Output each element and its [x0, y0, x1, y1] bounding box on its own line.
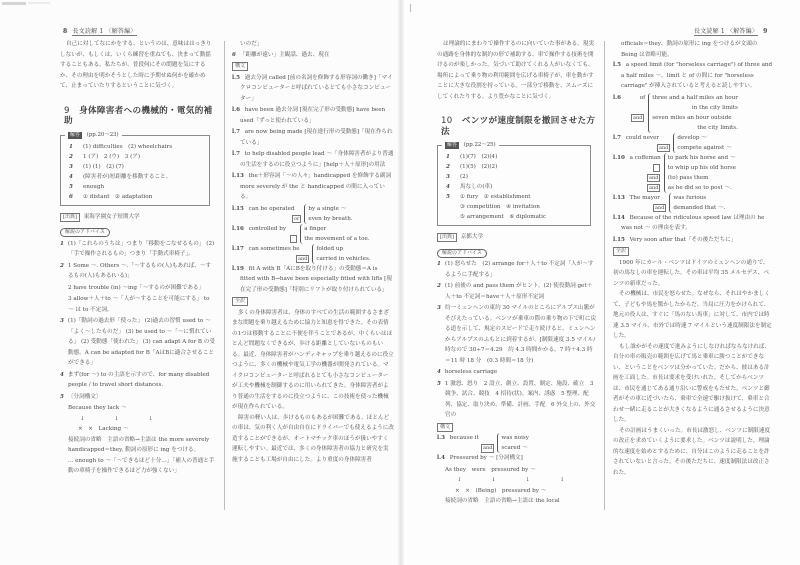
item-text: Pressured by 〜 [分詞構文] — [449, 455, 523, 461]
answer-text: (1) difficulties (2) wheelchairs — [83, 143, 173, 150]
example-note: 接続詞の省略 主語の省略→主語は the local — [445, 498, 560, 504]
brace-construction — [437, 433, 597, 453]
translation-label: 全訳 — [232, 297, 248, 306]
line-ref: l.19 — [232, 265, 244, 272]
column-divider — [224, 41, 225, 510]
item-number: 5 — [60, 393, 64, 400]
brace-option: a finger — [304, 225, 327, 232]
line-ref: l.7 — [232, 129, 240, 135]
intro-paragraph: は理論的にまわりで操作するのに向いていた事がある。現実の通路を身体的な制約の形で補助する、車で操作する技術を開けるのが楽しかった。気づいて助けてくれる人がいなくても、場所によって乗り物の利用範囲を広げる車椅子が、車を動かすことに大きな役割を持っている。一部分で移動を、スムーズにしてくれたりする。より豊かなことに気づく。 — [437, 41, 595, 100]
explanation-item — [437, 281, 597, 302]
translation-header — [613, 246, 773, 257]
translation-paragraph: 障害の軽い人は、歩けるものもあるが困難である。ほとんどの車は、気の利く人が自由自在にドライバーでも使えるように改造することができるが、オートマチック車のほうが扱いやすく運転しやすい。最近では、多くの身体障害者の協力と研究を実施することも工場が自由にした。より重度の身体障害者 — [232, 414, 394, 463]
brace-rhs — [648, 93, 738, 133]
brace-lhs-text: because it — [449, 435, 479, 441]
answer-row — [446, 202, 584, 212]
answer-row — [446, 212, 584, 222]
line-ref: l.10 — [613, 154, 625, 161]
line-ref: l.6 — [613, 94, 621, 101]
answer-number: 2 — [69, 153, 73, 160]
brace-rhs — [669, 193, 725, 213]
brace-option: in the city limits — [691, 104, 738, 111]
item-number: 6 — [232, 51, 236, 58]
scan-artifact — [2, 2, 26, 5]
line-ref: l.13 — [232, 173, 244, 179]
answer-box-header — [65, 131, 122, 140]
construction-item — [232, 264, 394, 296]
brace-option: (to) pass them — [667, 174, 709, 181]
brace-lhs-text: can sometimes be — [248, 245, 300, 252]
example-line: × × Lacking 〜 — [78, 426, 129, 432]
item-text: 約一ミュンヘンの東約 30 マイルのところにアルプス山脈がそびえたっている。ベンツが乗車の際の乗り物の下で町に戻る道を示して、規定のスピードで走り続けると、ミュンヘンからアルプスのふもとに到着するが、[制限速度 3.5 マイル/時なので 30÷7＝4.29 約 4.3 時間かかる。7 時＋4.3 時＝11 時 18 分 (0.3 時間＝18 分) — [444, 305, 597, 364]
brace-lhs — [613, 133, 673, 153]
source-line — [437, 232, 597, 243]
answer-row — [446, 162, 584, 172]
answer-text: 1 (ア) 2 (ウ) 3 (ア) — [83, 153, 141, 160]
line-ref: l.4 — [437, 455, 445, 461]
line-ref: l.5 — [613, 62, 621, 68]
brace-option: the city limits. — [697, 124, 738, 131]
answer-text: (2) — [460, 174, 468, 180]
brace-option: the movement of a toe. — [304, 235, 370, 242]
continued-text: いのだ」 — [240, 41, 263, 47]
answer-row — [446, 182, 584, 192]
conjunction-box — [653, 164, 660, 173]
line-ref: l.16 — [232, 225, 244, 232]
brace-option: carried in vehicles. — [316, 255, 371, 262]
brace-construction — [613, 193, 773, 213]
answer-row — [446, 172, 584, 182]
construction-item — [613, 235, 773, 246]
line-ref: l.5 — [232, 74, 240, 81]
translation-header — [232, 296, 394, 307]
page-range: (pp.22〜25) — [463, 142, 496, 148]
item-number: 1 — [60, 240, 64, 247]
answer-row — [69, 152, 203, 162]
brace-option: scared 〜 — [501, 445, 528, 451]
brace-option: to park his horse and 〜 — [667, 154, 736, 161]
conjunction-box: and — [483, 445, 493, 451]
answer-box — [437, 142, 591, 226]
brace-lhs — [613, 153, 664, 193]
source-text: 京都大学 — [460, 234, 484, 240]
answer-row — [69, 192, 203, 202]
section-number: 10 — [441, 116, 453, 126]
conjunction-box: and — [655, 204, 665, 211]
answer-text: ⑤ arrangement ⑥ diplomatic — [460, 214, 547, 220]
answer-row — [69, 142, 203, 152]
answer-text: ③ competition ④ invitation — [460, 204, 540, 210]
line-ref: l.15 — [232, 205, 244, 212]
left-running-head — [60, 26, 137, 35]
answer-number: 5 — [446, 194, 450, 200]
brace-lhs-text: a coffeman — [629, 154, 661, 161]
construction-item — [232, 171, 394, 203]
translation-paragraph: もし誰かがその速度で進みようにしなければならなければ、自分の車の販売の範囲を広げて馬と乗車に勝つことができない、ということをベンツは分かっていた。だから、彼はある計画を工面した。市長は要求を受けいれた。そしてからベンツは、市民を通じてある通り沿いに警戒をもたせた。ベンツと御者がその車に近づいたら、乗車で全速で駆け抜けて、乗車と合わせ一緒に走ることが大きくなるように通るさせるように決意した。 — [613, 343, 771, 423]
conjunction-box: and — [659, 144, 669, 151]
example-line: × × (Being) pressured by 〜 — [455, 487, 547, 494]
brace-option: as he did so to post 〜. — [667, 184, 732, 191]
scan-artifact — [28, 2, 50, 4]
right-column-2 — [613, 39, 773, 478]
brace-rhs — [497, 433, 529, 453]
construction-header — [232, 61, 394, 72]
right-running-title: 長文読解 1 〈解答編〉 — [694, 28, 759, 35]
example-line: Because they lack 〜 — [68, 405, 127, 411]
source-line — [60, 212, 216, 223]
explanation-header — [60, 227, 216, 238]
participle-example — [437, 465, 597, 507]
brace-lhs-text: can be operated — [248, 205, 295, 212]
translation-paragraph: その機械は、市民を怒らせた。なぜなら、それはやかましくて、子どもや馬を驚かしたからだ。当局に圧力をかけられて、地元の役人は、すぐに「馬のない馬車」に対して、市内では時速 3.5 マイル、市外では時速 7 マイルという速度制限法を制定した。 — [613, 291, 772, 339]
example-note: ... enough to 〜「〜できるほど十分…」「補人の普通と手動の車椅子を操作できるほど力が強くない」 — [68, 457, 215, 474]
answer-number: 1 — [69, 143, 73, 150]
brace-option: even by breath. — [308, 215, 353, 222]
item-text: 3 allow＋人＋to 〜「人が〜することを可能にする」 to 〜 は to 不定詞。 — [68, 296, 210, 313]
construction-label: 構文 — [232, 62, 248, 71]
explanation-item — [232, 50, 394, 61]
explanation-item — [437, 379, 597, 421]
answer-text: (1) (1) (2) (7) — [83, 163, 124, 170]
brace-lhs — [232, 244, 312, 264]
explanation-item — [60, 261, 216, 282]
item-text: (1)「これらのうちは」つまり「移動をこなせるもの」 (2)「手で操作されるもの」つまり「手動式車椅子」。 — [67, 240, 215, 257]
explanation-item — [60, 316, 216, 369]
answer-text: (1)(7) (2)(4) — [460, 154, 498, 160]
source-label: [出典] — [437, 233, 457, 242]
item-text: are now being made [現在進行形の受動態]「現在作られている」 — [240, 129, 393, 146]
answer-number: 2 — [446, 164, 450, 170]
item-text: 〔分詞構文〕 — [67, 393, 102, 400]
brace-lhs — [613, 193, 669, 213]
continued-text: officials＝they、動詞の原形に ing をつけるが文頭の Being は省略可能。 — [621, 41, 758, 58]
item-text: (1) 怒らせた (2) arrange for＋人＋to 不定詞「人が〜するように手配する」 — [444, 261, 594, 278]
construction-header — [437, 422, 597, 433]
brace-construction — [232, 224, 394, 244]
answer-number: 4 — [69, 173, 73, 180]
page-range: (pp.20〜23) — [86, 131, 119, 138]
section-heading — [441, 116, 597, 137]
explanation-item — [60, 392, 216, 403]
section-number: 9 — [64, 105, 70, 116]
item-text: 2 have trouble (in) 〜ing「〜するのが困難である」 — [68, 284, 205, 291]
construction-item — [613, 60, 773, 92]
construction-item — [232, 149, 394, 170]
answer-text: (障害者が)短距離を移動すること。 — [83, 173, 172, 180]
answer-text: (1)(5) (2)(2) — [460, 164, 498, 170]
translation-paragraph: その計画はうまくいった。市長は激怒し、ベンツに制限速度の改正を求めていくように要求した。ベンツは説明した。理論的な速度を始めとするために、自分はこのように走ることを許されていないと言った。その後ただちに、速度制限法は改正された。 — [613, 427, 771, 476]
answer-number: 1 — [446, 154, 450, 160]
item-text: have been 過去分詞 [現在完了形の受動態] have been used「ずっと使われている」 — [240, 107, 386, 124]
line-ref: l.7 — [613, 134, 621, 141]
item-text: fit A with B「AにBを取り付ける」の受動態＝A is fitted with B→have been especially fitted with lifts [現在完了形の受動態]「特別にリフトが取り付けられている」 — [240, 265, 392, 293]
explanation-item — [60, 294, 216, 315]
answer-number: 6 — [69, 193, 73, 200]
brace-rhs — [312, 244, 370, 264]
brace-lhs — [232, 204, 304, 224]
right-running-head — [694, 26, 771, 35]
answer-row — [69, 172, 203, 182]
section-heading — [64, 106, 216, 127]
answer-row — [69, 162, 203, 172]
answer-box-header — [442, 141, 499, 150]
answer-label: 解答 — [70, 131, 81, 138]
example-arrows: ↓ ↓ ↓ ↓ — [457, 477, 577, 483]
example-note: 接続詞の省略 主語の省略→主語は the more severely handicapped＝they, 動詞の原形に ing をつける。 — [68, 436, 210, 453]
section-title: 身体障害者への機械的・電気的補助 — [64, 105, 213, 126]
item-text: 1 Some 〜. Others 〜.「〜するもの(人)もあれば、〜するもの(人)もある(いる)」 — [67, 262, 212, 279]
explanation-item — [60, 283, 216, 294]
answer-text: 馬なしの(車) — [460, 184, 493, 190]
item-text: the＋形容詞「〜の人々」handicapped を修飾する副詞 more severely が the と handicapped の間に入っている。 — [240, 173, 392, 200]
construction-item — [613, 213, 773, 234]
brace-option: compete against 〜 — [677, 144, 732, 151]
item-text: 1 激怒、怒り 2 設立、創立、設置、制定、施設、確立 3 競争、試合、競技 4 招待(状)、案内、誘惑 5 整理、配列、協定、取り決め、準備、計画、手配 6 外交上の、外交官の — [444, 380, 596, 418]
answer-text: ① distant ② adaptation — [83, 193, 153, 200]
brace-option: three and a half miles an hour — [652, 94, 738, 101]
brace-option: seven miles an hour outside — [652, 114, 732, 121]
brace-lhs — [613, 93, 648, 133]
item-number: 2 — [60, 262, 64, 269]
left-page-number: 8 — [63, 28, 68, 35]
answer-number: 3 — [446, 174, 450, 180]
answer-number: 3 — [69, 163, 73, 170]
example-arrows: ↓ ↓ ↓ — [80, 415, 166, 422]
line-ref: l.14 — [613, 214, 625, 221]
brace-rhs — [300, 224, 369, 244]
item-text: to help disabled people lead 〜「身体障害者がより普通の生活をするのに役立つように」[help＋人＋原形]の用法 — [240, 151, 394, 168]
item-text: Very soon after that「その後ただちに」 — [629, 236, 737, 243]
construction-item — [232, 73, 394, 105]
item-text: (1) 前後の and pass them がヒント。(2) 使役動詞 get＋人＋to 不定詞＝have＋人＋原形不定詞 — [444, 283, 593, 300]
item-number: 1 — [437, 261, 441, 267]
answer-number: 5 — [69, 183, 73, 190]
line-ref: l.17 — [232, 245, 244, 252]
intro-paragraph: 自己に対してなにかをする、というのは、意味ははっきりしないが、もしくは、いくら練習を重ねても、決まって動揺することもある。私たちが、普段何にその問題を気にするか、その理由を明かそうとした時に予期せぬ何かを確かめて、止まっていたりするということに気づく。 — [60, 41, 212, 89]
brace-option: by a single 〜 — [308, 205, 347, 212]
left-column-1 — [60, 39, 216, 477]
construction-item — [437, 453, 597, 464]
explanation-item — [60, 370, 216, 391]
section-title: ベンツが速度制限を撤回させた方法 — [441, 116, 596, 137]
line-ref: l.3 — [437, 435, 445, 441]
example-line: As they were pressured by 〜 — [445, 466, 536, 473]
source-text: 東海学園女子短期大学 — [83, 213, 140, 220]
construction-item — [232, 105, 394, 126]
translation-paragraph: 多くの身体障害者は、身体のすべての生活の範囲するさまざまな問題を乗り越えるために協力と知恵を得できた。その表情の1つは移動することに不便を伴うことであるが、中くらいはほとんど問題なくできるが、歩ける距離としていないものもいる。最近、身体障害者がハンディキャップを乗り越えるのに役立つように、多くの機械や電気工学の機器が開発されている。マイクロコンピューターと呼ばれるとても小さなコンピューターが工夫や機械を制御するのに用いられてきた。身体障害者がより普通の生活をするのに役立つように、この技術を使った機械が現在作られている。 — [232, 309, 394, 410]
left-running-title: 長文読解 1 〈解答編〉 — [72, 28, 137, 35]
item-text: horseless carriage — [444, 369, 498, 375]
item-text: まず(for 〜) to の主語を示すので、for many disabled people / to travel short distances. — [67, 371, 210, 388]
answer-row — [69, 182, 203, 192]
conjunction-box: and — [649, 184, 659, 191]
answer-text: ① fury ② establishment — [460, 194, 531, 200]
answer-box — [60, 131, 210, 206]
right-page-number: 9 — [763, 28, 768, 35]
brace-lhs-text: of — [639, 94, 646, 101]
brace-construction — [613, 93, 773, 133]
explanation-header — [437, 248, 597, 259]
translation-label: 全訳 — [613, 247, 629, 256]
right-column-1 — [437, 39, 597, 507]
answer-text: enough — [83, 183, 105, 190]
explanation-label: 解説のアドバイス — [437, 249, 487, 258]
answer-number: 4 — [446, 184, 450, 190]
conjunction-box: or — [294, 215, 300, 222]
item-text: a speed limit (for "horseless carriage") of three and a half miles 〜。limit と of の間に for "horseless carriage" が挿入されていると考えると読しやすい。 — [621, 62, 773, 89]
line-ref: l.15 — [613, 236, 625, 243]
source-label: [出典] — [60, 213, 80, 222]
left-column-2 — [232, 39, 394, 465]
brace-lhs-text: The mayor — [629, 194, 660, 201]
conjunction-box — [290, 235, 297, 244]
brace-option: was furious — [673, 194, 707, 201]
explanation-item — [437, 367, 597, 378]
answer-row — [446, 192, 584, 202]
brace-option: demanded that 〜. — [673, 204, 726, 211]
brace-lhs-text: controlled by — [248, 225, 287, 232]
brace-option: was noisy — [501, 435, 529, 441]
explanation-label: 解説のアドバイス — [60, 228, 110, 237]
scan-artifact — [410, 4, 411, 12]
translation-paragraph: 1900 年にカール・ベンツはドイツのミュンヘンの通りで、初の馬なしの車を運転した。その車は平均 35 メルセデス、ベンツの新車だった。 — [613, 259, 770, 287]
brace-option: folded up — [316, 245, 344, 252]
item-text: 過去分詞 called [前の名詞を修飾する形容詞の働き]「マイクロコンピューターと呼ばれているとても小さなコンピューター」 — [240, 74, 393, 102]
brace-construction — [232, 244, 394, 264]
brace-lhs — [437, 433, 497, 453]
item-text: 「距離が遠い」主観話、過去、現在 — [239, 51, 330, 58]
brace-construction — [613, 153, 773, 193]
brace-option: to whip up his old horse — [667, 164, 737, 171]
item-number: 4 — [437, 369, 441, 375]
item-number: 3 — [437, 305, 441, 311]
explanation-item — [437, 259, 597, 280]
line-ref: l.7 — [232, 151, 240, 157]
explanation-item — [60, 239, 216, 260]
item-number: 2 — [437, 283, 441, 289]
brace-rhs — [304, 204, 352, 224]
construction-item — [232, 127, 394, 148]
brace-option: develop 〜 — [677, 134, 707, 141]
line-ref: l.13 — [613, 194, 625, 201]
line-ref: l.6 — [232, 107, 240, 113]
answer-row — [446, 152, 584, 162]
item-number: 5 — [437, 380, 441, 387]
item-number: 3 — [60, 318, 64, 324]
column-divider — [604, 41, 605, 510]
brace-construction — [613, 133, 773, 153]
conjunction-box: and — [649, 174, 659, 181]
brace-construction — [232, 204, 394, 224]
brace-lhs-text: could never — [625, 134, 660, 141]
item-text: Because of the ridiculous speed law は理由の he was not 〜 の理由を表す。 — [621, 214, 765, 231]
item-text: (1)「動詞の過去形「使った」 (2)過去の習慣 used to 〜「よく〜したものだ」 (3) be used to 〜「〜に慣れている」 (2) 受動態「使われた」 (3) can adapt A for B の受動態。A can be adapted for B「AはBに適合させることができる」 — [67, 318, 215, 366]
item-number: 4 — [60, 371, 64, 378]
conjunction-box: and — [298, 255, 308, 262]
conjunction-box: and — [633, 114, 643, 121]
brace-rhs — [673, 133, 731, 153]
brace-lhs — [232, 224, 300, 244]
explanation-item — [437, 303, 597, 366]
brace-rhs — [664, 153, 736, 193]
answer-label: 解答 — [447, 142, 458, 148]
participle-example — [60, 403, 216, 477]
construction-label: 構文 — [437, 423, 453, 432]
book-gutter — [398, 0, 404, 565]
